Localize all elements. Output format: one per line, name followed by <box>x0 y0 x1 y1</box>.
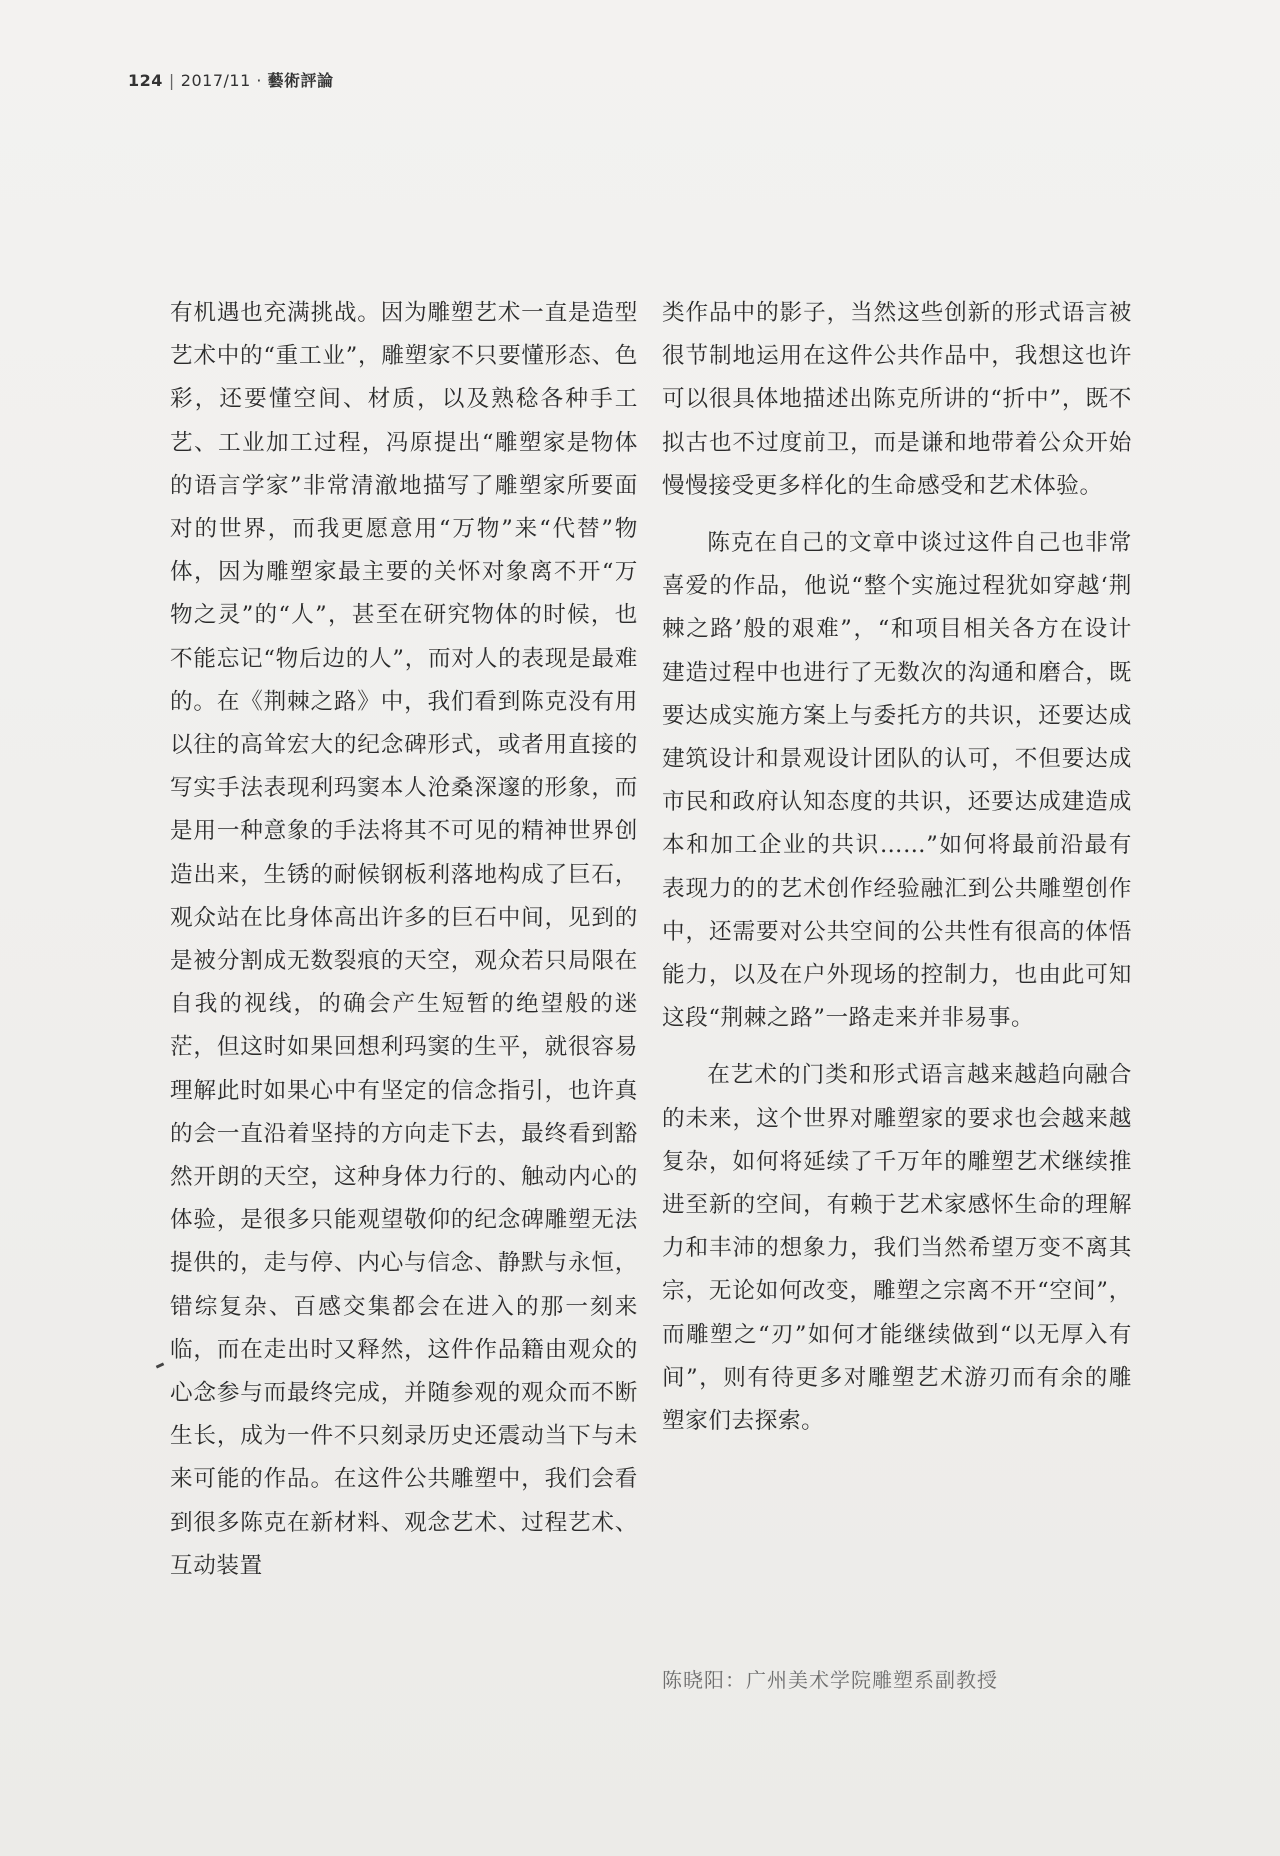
right-paragraph-3: 在艺术的门类和形式语言越来越趋向融合的未来，这个世界对雕塑家的要求也会越来越复杂，如何将延续了千万年的雕塑艺术继续推进至新的空间，有赖于艺术家感怀生命的理解力和丰沛的想象力，我们当然希望万变不离其宗，无论如何改变，雕塑之宗离不开“空间”，而雕塑之“刃”如何才能继续做到“以无厚入有间”，则有待更多对雕塑艺术游刃而有余的雕塑家们去探索。 <box>662 1062 1132 1435</box>
right-paragraph-2: 陈克在自己的文章中谈过这件自己也非常喜爱的作品，他说“整个实施过程犹如穿越‘荆棘之路’般的艰难”，“和项目相关各方在设计建造过程中也进行了无数次的沟通和磨合，既要达成实施方案上与委托方的共识，还要达成建筑设计和景观设计团队的认可，不但要达成市民和政府认知态度的共识，还要达成建造成本和加工企业的共识……”如何将最前沿最有表现力的的艺术创作经验融汇到公共雕塑创作中，还需要对公共空间的公共性有很高的体悟能力，以及在户外现场的控制力，也由此可知这段“荆棘之路”一路走来并非易事。 <box>662 530 1132 1032</box>
page-number: 124 <box>128 71 163 90</box>
running-header <box>128 68 334 91</box>
right-column <box>662 292 1132 1443</box>
header-dot: · <box>256 71 262 90</box>
journal-title: 藝術評論 <box>267 71 334 90</box>
right-paragraph-1: 类作品中的影子，当然这些创新的形式语言被很节制地运用在这件公共作品中，我想这也许可以很具体地描述出陈克所讲的“折中”，既不拟古也不过度前卫，而是谦和地带着公众开始慢慢接受更多样化的生命感受和艺术体验。 <box>662 300 1132 499</box>
pen-mark <box>156 1362 165 1368</box>
author-signature: 陈晓阳：广州美术学院雕塑系副教授 <box>662 1668 998 1692</box>
left-column <box>170 292 638 1588</box>
left-paragraph-1: 有机遇也充满挑战。因为雕塑艺术一直是造型艺术中的“重工业”，雕塑家不只要懂形态、色彩，还要懂空间、材质，以及熟稔各种手工艺、工业加工过程，冯原提出“雕塑家是物体的语言学家”非常清澈地描写了雕塑家所要面对的世界，而我更愿意用“万物”来“代替”物体，因为雕塑家最主要的关怀对象离不开“万物之灵”的“人”，甚至在研究物体的时候，也不能忘记“物后边的人”，而对人的表现是最难的。在《荆棘之路》中，我们看到陈克没有用以往的高耸宏大的纪念碑形式，或者用直接的写实手法表现利玛窦本人沧桑深邃的形象，而是用一种意象的手法将其不可见的精神世界创造出来，生锈的耐候钢板利落地构成了巨石，观众站在比身体高出许多的巨石中间，见到的是被分割成无数裂痕的天空，观众若只局限在自我的视线，的确会产生短暂的绝望般的迷茫，但这时如果回想利玛窦的生平，就很容易理解此时如果心中有坚定的信念指引，也许真的会一直沿着坚持的方向走下去，最终看到豁然开朗的天空，这种身体力行的、触动内心的体验，是很多只能观望敬仰的纪念碑雕塑无法提供的，走与停、内心与信念、静默与永恒，错综复杂、百感交集都会在进入的那一刻来临，而在走出时又释然，这件作品籍由观众的心念参与而最终完成，并随参观的观众而不断生长，成为一件不只刻录历史还震动当下与未来可能的作品。在这件公共雕塑中，我们会看到很多陈克在新材料、观念艺术、过程艺术、互动装置 <box>170 300 638 1579</box>
issue-date: 2017/11 <box>180 71 251 90</box>
header-separator: | <box>168 71 175 90</box>
